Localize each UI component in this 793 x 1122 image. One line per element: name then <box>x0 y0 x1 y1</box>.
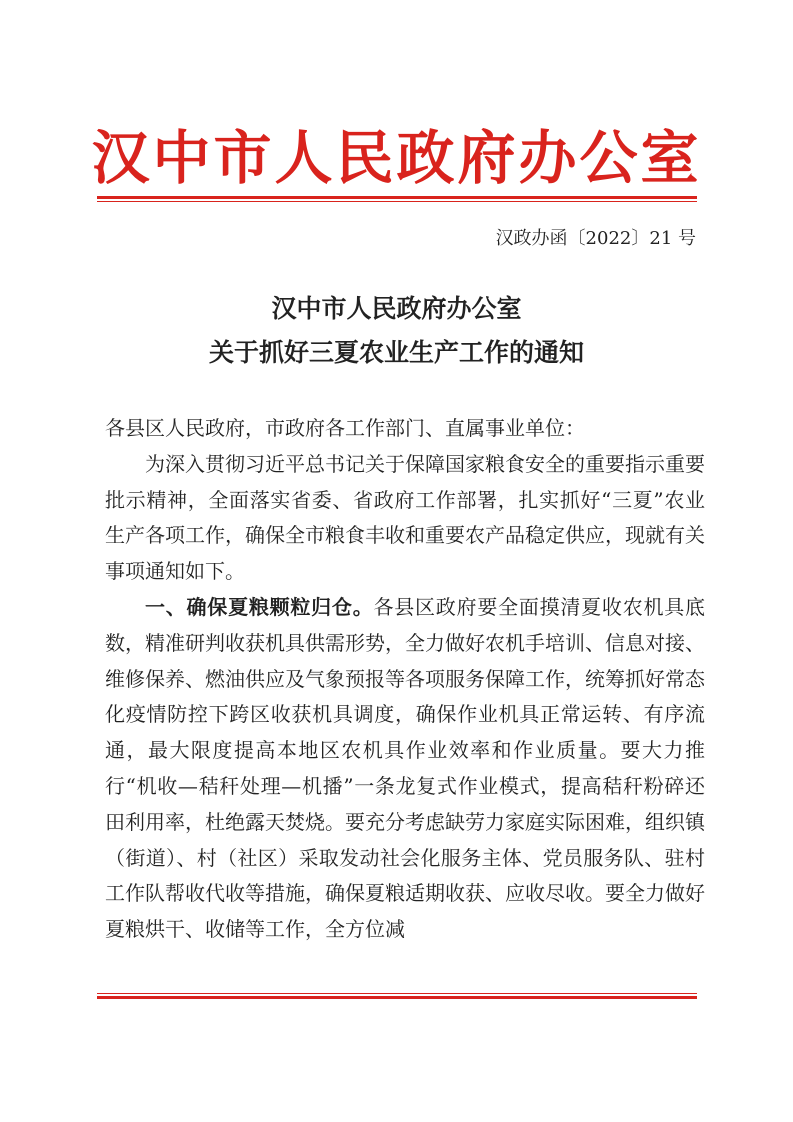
section1-heading: 一、确保夏粮颗粒归仓。 <box>145 594 374 619</box>
footer-rule-thin <box>97 993 697 994</box>
issuer-header: 汉中市人民政府办公室 <box>91 124 702 192</box>
salutation: 各县区人民政府，市政府各工作部门、直属事业单位： <box>105 416 585 440</box>
document-number: 汉政办函〔2022〕21 号 <box>495 228 696 249</box>
section1-text: 各县区政府要全面摸清夏收农机具底数，精准研判收获机具供需形势，全力做好农机手培训、信息对接、维修保养、燃油供应及气象预报等各项服务保障工作，统筹抓好常态化疫情防控下跨区收获机具调度，确保作业机具正常运转、有序流通，最大限度提高本地区农机具作业效率和作业质量。要大力推行“机收—秸秆处理—机播”一条龙复式作业模式，提高秸秆粉碎还田利用率，杜绝露天焚烧。要充分考虑缺劳力家庭实际困难，组织镇（街道）、村（社区）采取发动社会化服务主体、党员服务队、驻村工作队帮收代收等措施，确保夏粮适期收获、应收尽收。要全力做好夏粮烘干、收储等工作，全方位减 <box>105 594 706 942</box>
document-title-line2: 关于抓好三夏农业生产工作的通知 <box>208 338 584 367</box>
intro-paragraph: 为深入贯彻习近平总书记关于保障国家粮食安全的重要指示重要批示精神，全面落实省委、省政府工作部署，扎实抓好“三夏”农业生产各项工作，确保全市粮食丰收和重要农产品稳定供应，现就有关事项通知如下。 <box>105 451 705 584</box>
document-body <box>105 411 705 948</box>
red-rule-thick <box>97 196 697 199</box>
footer-rule-thick <box>97 996 697 999</box>
section1-paragraph <box>105 590 705 948</box>
document-title-line1: 汉中市人民政府办公室 <box>271 294 522 323</box>
red-rule-thin <box>97 201 697 202</box>
